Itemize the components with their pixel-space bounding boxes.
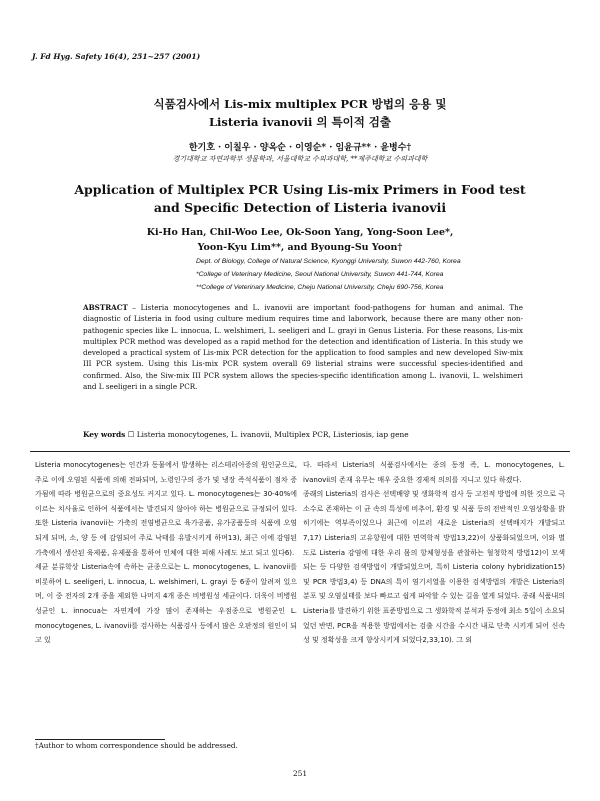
journal-citation: J. Fd Hyg. Safety 16(4), 251~257 (2001) (32, 52, 201, 61)
affiliation-2: *College of Veterinary Medicine, Seoul National University, Suwon 441-744, Korea (196, 271, 444, 278)
correspondence-footnote: †Author to whom correspondence should be addressed. (35, 741, 238, 750)
english-title-line-1: Application of Multiplex PCR Using Lis-mix Primers in Food test (74, 182, 526, 197)
left-paragraph-2: 세균 분류학상 Listeria속에 속하는 균종으로는 L. monocytogenes, L. ivanovii를 비롯하여 L. seeligeri, L. innocua, L. welshimeri, L. grayi 등 6종이 알려져 있으며, 이 중 전자의 2개 종을 제외한 나머지 4개 종은 비병원성 세균이다. 더욱이 비병원성균인 L. innocua는 자연계에 가장 많이 존재하는 우점종으로 병원균인 L. monocytogenes, L. ivanovii를 검사하는 식품검사 등에서 많은 오판정의 원인이 되고 있 (35, 563, 297, 645)
korean-authors: 한기호 · 이칠우 · 양옥순 · 이영순* · 임윤규** · 윤병수† (188, 143, 412, 153)
keywords-text: ☐ Listeria monocytogenes, L. ivanovii, Multiplex PCR, Listeriosis, iap gene (127, 430, 409, 439)
affiliation-3: **College of Veterinary Medicine, Cheju National University, Cheju 690-756, Korea (196, 284, 444, 291)
footnote-divider (35, 739, 165, 740)
affiliation-1: Dept. of Biology, College of Natural Science, Kyonggi University, Suwon 442-760, Korea (196, 258, 461, 265)
english-authors-line-2: Yoon-Kyu Lim**, and Byoung-Su Yoon† (197, 242, 403, 253)
keywords (83, 430, 523, 439)
right-paragraph-1: 다. 따라서 Listeria의 식품검사에서는 종의 동정 즉, L. monocytogenes, L. ivanovii의 존재 유무는 매우 중요한 경제적 의의를 지니고 있다 하겠다. (303, 461, 565, 484)
section-divider (30, 451, 570, 452)
english-title-line-2: and Specific Detection of Listeria ivanovii (153, 200, 447, 215)
left-paragraph-1: Listeria monocytogenes는 인간과 동물에서 발생하는 리스테리아증의 원인균으로, 주로 이에 오염된 식품에 의해 전파되며, 노령인구의 증가 및 냉장 즉석식품이 점차 증가됨에 따라 병원균으로의 중요성도 커지고 있다. L. monocytogenes는 30-40%에 이르는 치사율로 인하여 식품에서는 발견되지 않아야 하는 병원균으로 규정되어 있다. 또한 Listeria ivanovii는 가축의 전염병균으로 육가공품, 유가공품등의 식품에 오염되게 되며, 소, 양 등 에 감염되어 주로 낙태를 유발시키게 하며13), 최근 이에 감염된 가축에서 생산된 육제품, 유제품을 통하여 인체에 대한 피해 사례도 보고 되고 있다6). (35, 461, 297, 557)
page-number: 251 (292, 769, 308, 778)
right-paragraph-2: 종래의 Listeria의 검사은 선택배양 및 생화학적 검사 등 고전적 방법에 의한 것으로 극소수로 존재하는 이 균 속의 특성에 비추어, 환경 및 식품 등의 전반적인 오염상황을 밝히기에는 역부족이었으나 최근에 이르러 새로운 Listeria의 선택배지가 개발되고7,17) Listeria의 고유항원에 대한 면역학적 방법13,22)이 상품화되었으며, 이와 별도로 Listeria 감염에 대한 우리 몸의 항체형성을 관찰하는 혈청학적 방법12)이 모색되는 등 다양한 검색방법이 개발되었으며, 특히 Listeria colony hybridization15) 및 PCR 방법3,4) 등 DNA의 특이 염기서열을 이용한 검색방법의 개발은 Listeria의 분포 및 오염실태를 보다 빠르고 쉽게 파악할 수 있는 길을 열게 되었다. 종래 식품내의 Listeria를 발견하기 위한 표준방법으로 그 생화학적 분석과 동정에 최소 5일이 소요되었던 반면, PCR을 적용한 방법에서는 검출 시간을 수시간 내로 단축 시키게 되어 신속성 및 정확성을 크게 향상시키게 되었다2,33,10). 그 외 (303, 490, 565, 645)
abstract-text: – Listeria monocytogenes and L. ivanovii are important food-pathogens for human and animal. The diagnostic of Listeria in food using culture medium requires time and laborwork, because there are many other non-pathogenic species like L. innocua, L. welshimeri, L. seeligeri and L. grayi in Genus Listeria. For these reasons, Lis-mix multiplex PCR method was developed as a rapid method for the detection and identification of Listeria. In this study we developed a practical system of Lis-mix PCR detection for the application to food samples and new developed Siw-mix III PCR system. Using this Lis-mix PCR system overall 69 listerial strains were successful species-identified and confirmed. Also, the Siw-mix III PCR system allows the species-specific identification among L. ivanovii, L. welshimeri and L seeligeri in a single PCR. (83, 303, 524, 392)
korean-title-line-1: 식품검사에서 Lis-mix multiplex PCR 방법의 응용 및 (153, 97, 447, 111)
abstract-label: ABSTRACT (83, 303, 128, 312)
keywords-label: Key words (83, 430, 126, 439)
korean-affiliations: 경기대학교 자연과학부 생물학과, 서울대학교 수의과대학, **제주대학교 수의과대학 (172, 155, 428, 163)
korean-title-line-2: Listeria ivanovii 의 특이적 검출 (208, 115, 392, 129)
body-right-column (303, 458, 565, 648)
english-authors-line-1: Ki-Ho Han, Chil-Woo Lee, Ok-Soon Yang, Yong-Soon Lee*, (146, 227, 454, 238)
body-left-column (35, 458, 297, 648)
abstract (83, 302, 523, 392)
